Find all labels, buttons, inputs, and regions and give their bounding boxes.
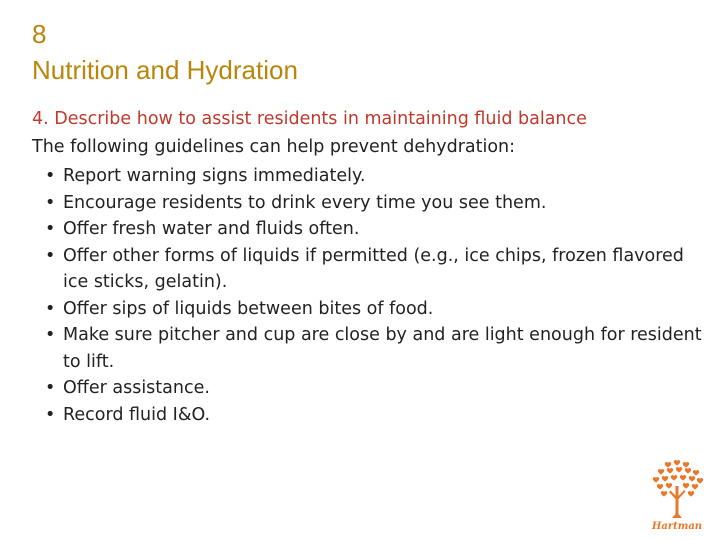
list-item: [32, 243, 702, 296]
logo-wordmark: Hartman: [651, 521, 703, 532]
intro-text: The following guidelines can help prevent dehydration:: [32, 137, 516, 157]
list-item-text: Offer sips of liquids between bites of food.: [63, 298, 434, 319]
bullet-icon: •: [45, 166, 56, 186]
bullet-icon: •: [45, 245, 56, 266]
list-item: [32, 216, 702, 243]
hartman-logo: [646, 458, 708, 534]
bullet-icon: •: [45, 219, 56, 239]
learning-objective: 4. Describe how to assist residents in maintaining fluid balance: [32, 109, 587, 129]
list-item: [32, 190, 702, 217]
bullet-icon: •: [45, 378, 56, 398]
list-item-text: Encourage residents to drink every time you see them.: [63, 192, 547, 213]
list-item: [32, 375, 702, 402]
list-item-text: Make sure pitcher and cup are close by and are light enough for resident to lift.: [63, 325, 702, 372]
guidelines-list: [32, 163, 702, 428]
list-item-text: Report warning signs immediately.: [63, 166, 366, 186]
chapter-title: Nutrition and Hydration: [32, 55, 298, 85]
list-item-text: Offer fresh water and fluids often.: [63, 219, 360, 239]
bullet-icon: •: [45, 325, 56, 345]
list-item-text: Offer assistance.: [63, 378, 210, 398]
heart-tree-logo-icon: [653, 460, 703, 518]
list-item: [32, 163, 702, 190]
chapter-number: 8: [32, 19, 47, 49]
bullet-icon: •: [45, 404, 56, 425]
list-item: [32, 322, 702, 375]
bullet-icon: •: [45, 298, 56, 319]
list-item: [32, 296, 702, 323]
bullet-icon: •: [45, 192, 56, 213]
list-item: [32, 402, 702, 429]
list-item-text: Offer other forms of liquids if permitted (e.g., ice chips, frozen flavored ice sticks, gelatin).: [63, 245, 684, 292]
list-item-text: Record fluid I&O.: [63, 404, 211, 425]
